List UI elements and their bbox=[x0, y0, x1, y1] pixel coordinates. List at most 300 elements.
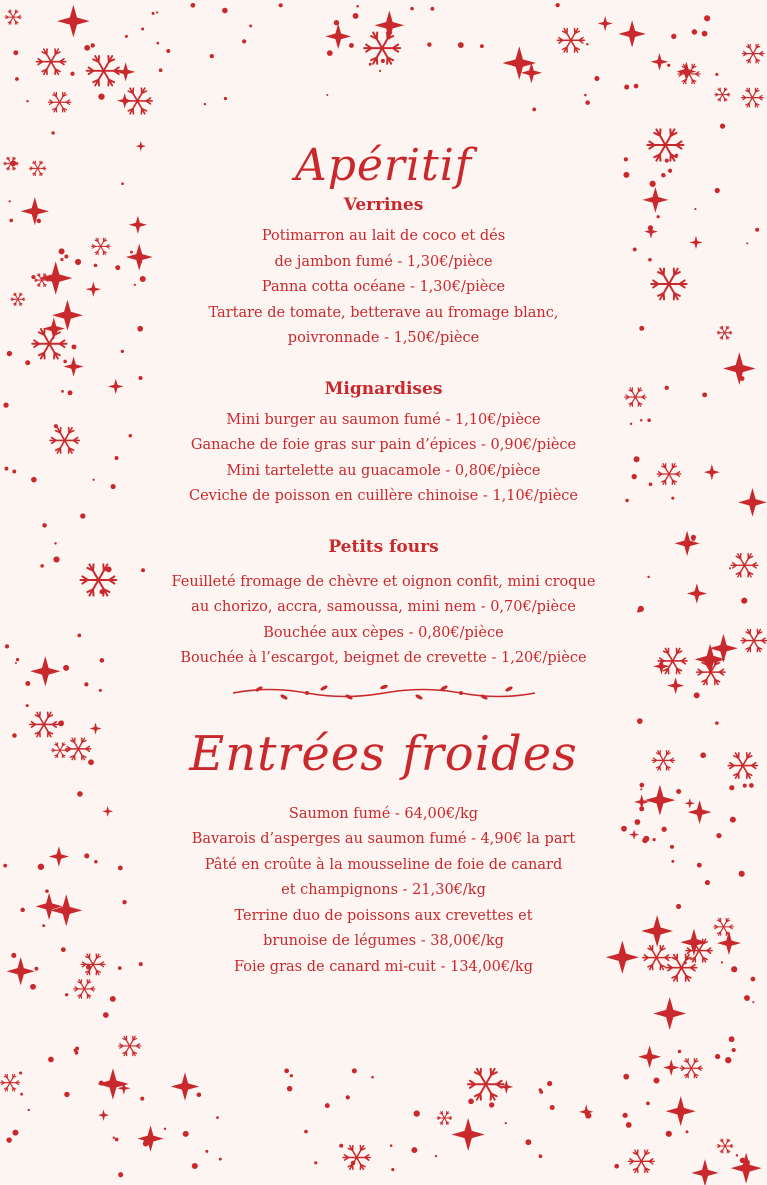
snowflake-icon bbox=[651, 269, 686, 300]
snowflake-icon bbox=[37, 49, 66, 74]
dot-icon bbox=[90, 43, 94, 47]
dot-icon bbox=[715, 1054, 720, 1059]
dot-icon bbox=[671, 497, 674, 500]
dot-icon bbox=[671, 34, 676, 39]
dot-icon bbox=[166, 49, 170, 53]
snowflake-icon bbox=[123, 88, 153, 114]
dot-icon bbox=[204, 103, 206, 105]
star-icon bbox=[618, 20, 645, 47]
snowflake-icon bbox=[647, 129, 683, 160]
dot-icon bbox=[585, 100, 590, 105]
dot-icon bbox=[51, 131, 54, 134]
dot-icon bbox=[54, 424, 58, 428]
dot-icon bbox=[139, 376, 143, 380]
dot-icon bbox=[702, 392, 707, 397]
dot-icon bbox=[183, 1131, 189, 1137]
dot-icon bbox=[42, 523, 47, 528]
dot-icon bbox=[84, 853, 89, 858]
dot-icon bbox=[621, 826, 627, 832]
dot-icon bbox=[739, 871, 745, 877]
star-icon bbox=[57, 5, 90, 38]
snowflake-icon bbox=[48, 93, 70, 112]
dot-icon bbox=[539, 1088, 542, 1091]
dot-icon bbox=[130, 251, 133, 254]
dot-icon bbox=[140, 1097, 144, 1101]
snowflake-icon bbox=[652, 751, 674, 770]
dot-icon bbox=[9, 219, 13, 223]
star-icon bbox=[98, 1109, 109, 1120]
star-icon bbox=[629, 830, 639, 840]
dot-icon bbox=[20, 1093, 23, 1096]
dot-icon bbox=[505, 1122, 507, 1124]
snowflake-icon bbox=[717, 1139, 733, 1153]
dot-icon bbox=[676, 904, 681, 909]
dot-icon bbox=[744, 1160, 750, 1166]
snowflake-icon bbox=[51, 743, 68, 758]
dot-icon bbox=[40, 564, 44, 568]
menu-item: Tartare de tomate, betterave au fromage blanc, bbox=[208, 304, 559, 321]
dot-icon bbox=[53, 556, 59, 562]
dot-icon bbox=[121, 350, 124, 353]
dot-icon bbox=[118, 966, 122, 970]
star-icon bbox=[452, 1118, 485, 1151]
star-icon bbox=[108, 379, 123, 394]
snowflake-icon bbox=[30, 712, 58, 736]
dot-icon bbox=[59, 248, 65, 254]
dot-icon bbox=[3, 864, 7, 868]
dot-icon bbox=[111, 484, 116, 489]
dot-icon bbox=[661, 173, 666, 178]
menu-item: Bouchée aux cèpes - 0,80€/pièce bbox=[263, 624, 504, 641]
snowflake-icon bbox=[1, 1074, 20, 1091]
dot-icon bbox=[584, 94, 587, 97]
dot-icon bbox=[63, 665, 69, 671]
dot-icon bbox=[532, 107, 536, 111]
dot-icon bbox=[84, 45, 90, 51]
snowflake-icon bbox=[343, 1146, 370, 1170]
dot-icon bbox=[736, 1154, 738, 1156]
dot-icon bbox=[325, 1103, 330, 1108]
dot-icon bbox=[624, 85, 629, 90]
dot-icon bbox=[15, 662, 17, 664]
dot-icon bbox=[3, 403, 8, 408]
star-icon bbox=[663, 1059, 680, 1076]
dot-icon bbox=[134, 284, 136, 286]
section-title: Mignardises bbox=[324, 378, 443, 399]
dot-icon bbox=[242, 39, 246, 43]
star-icon bbox=[102, 806, 113, 817]
snowflake-icon bbox=[81, 954, 105, 975]
dot-icon bbox=[156, 42, 159, 45]
dot-icon bbox=[15, 77, 19, 81]
dot-icon bbox=[72, 344, 77, 349]
star-icon bbox=[30, 656, 60, 686]
dot-icon bbox=[122, 900, 126, 904]
star-icon bbox=[50, 894, 82, 926]
dot-icon bbox=[346, 1095, 350, 1099]
dot-icon bbox=[414, 1110, 420, 1116]
snowflake-icon bbox=[87, 56, 121, 86]
dot-icon bbox=[327, 50, 333, 56]
dot-icon bbox=[740, 376, 745, 381]
dot-icon bbox=[156, 11, 158, 13]
menu-item: Feuilleté fromage de chèvre et oignon confit, mini croque bbox=[171, 573, 596, 590]
menu-card bbox=[150, 120, 617, 980]
dot-icon bbox=[5, 467, 9, 471]
dot-icon bbox=[647, 419, 651, 423]
menu-item: Pâté en croûte à la mousseline de foie de canard bbox=[204, 856, 563, 873]
dot-icon bbox=[435, 1155, 437, 1157]
dot-icon bbox=[556, 3, 560, 7]
dot-icon bbox=[353, 13, 359, 19]
dot-icon bbox=[5, 644, 9, 648]
dot-icon bbox=[639, 783, 644, 788]
dot-icon bbox=[115, 265, 120, 270]
snowflake-icon bbox=[629, 1150, 655, 1172]
menu-item: et champignons - 21,30€/kg bbox=[281, 882, 486, 898]
dot-icon bbox=[730, 817, 736, 823]
dot-icon bbox=[666, 1131, 672, 1137]
star-icon bbox=[704, 464, 720, 480]
dot-icon bbox=[371, 1076, 374, 1079]
dot-icon bbox=[632, 474, 637, 479]
dot-icon bbox=[635, 819, 641, 825]
menu-item: Mini tartelette au guacamole - 0,80€/pièce bbox=[226, 462, 541, 479]
snowflake-icon bbox=[66, 738, 91, 760]
dot-icon bbox=[702, 31, 708, 37]
dot-icon bbox=[31, 477, 37, 483]
menu-item: brunoise de légumes - 38,00€/kg bbox=[263, 933, 504, 949]
dot-icon bbox=[326, 94, 328, 96]
dot-icon bbox=[468, 1099, 474, 1105]
star-icon bbox=[666, 1096, 696, 1126]
dot-icon bbox=[249, 24, 252, 27]
dot-icon bbox=[743, 784, 747, 788]
dot-icon bbox=[88, 759, 94, 765]
dot-icon bbox=[622, 1113, 627, 1118]
dot-icon bbox=[670, 845, 674, 849]
star-icon bbox=[86, 282, 101, 297]
dot-icon bbox=[721, 961, 723, 963]
dot-icon bbox=[224, 97, 227, 100]
dot-icon bbox=[390, 1144, 393, 1147]
star-icon bbox=[641, 915, 673, 947]
dot-icon bbox=[623, 172, 629, 178]
dot-icon bbox=[93, 479, 95, 481]
menu-item: Ganache de foie gras sur pain d’épices - 0,90€/pièce bbox=[190, 437, 577, 453]
dot-icon bbox=[624, 157, 628, 161]
menu-item: Foie gras de canard mi-cuit - 134,00€/kg bbox=[233, 958, 534, 975]
section-title: Verrines bbox=[343, 195, 424, 215]
dot-icon bbox=[115, 1138, 119, 1142]
dot-icon bbox=[634, 84, 639, 89]
dot-icon bbox=[729, 1036, 735, 1042]
dot-icon bbox=[77, 634, 81, 638]
dot-icon bbox=[25, 360, 30, 365]
dot-icon bbox=[547, 1081, 552, 1086]
dot-icon bbox=[675, 154, 678, 157]
menu-item: Potimarron au lait de coco et dés bbox=[261, 228, 506, 244]
dot-icon bbox=[11, 953, 16, 958]
dot-icon bbox=[26, 100, 28, 102]
section-petits-fours bbox=[150, 536, 617, 672]
dot-icon bbox=[63, 360, 67, 364]
dot-icon bbox=[16, 658, 19, 661]
dot-icon bbox=[430, 7, 434, 11]
dot-icon bbox=[99, 689, 102, 692]
star-icon bbox=[653, 997, 686, 1030]
snowflake-icon bbox=[91, 238, 110, 254]
dot-icon bbox=[678, 1050, 681, 1053]
star-icon bbox=[691, 1159, 718, 1185]
dot-icon bbox=[334, 20, 339, 25]
snowflake-icon bbox=[557, 29, 584, 52]
star-icon bbox=[52, 300, 83, 331]
snowflake-icon bbox=[119, 1036, 141, 1055]
dot-icon bbox=[99, 589, 104, 594]
dot-icon bbox=[705, 880, 710, 885]
dot-icon bbox=[720, 124, 725, 129]
star-icon bbox=[675, 531, 700, 556]
dot-icon bbox=[77, 791, 83, 797]
dot-icon bbox=[751, 977, 756, 982]
dot-icon bbox=[210, 54, 214, 58]
dot-icon bbox=[639, 326, 644, 331]
dot-icon bbox=[746, 242, 748, 244]
star-icon bbox=[684, 798, 695, 809]
star-icon bbox=[638, 1045, 661, 1068]
dot-icon bbox=[755, 228, 759, 232]
dot-icon bbox=[10, 160, 16, 166]
dot-icon bbox=[26, 704, 29, 707]
dot-icon bbox=[42, 924, 45, 927]
star-icon bbox=[64, 356, 84, 376]
dot-icon bbox=[700, 752, 706, 758]
dot-icon bbox=[411, 1147, 417, 1153]
snowflake-icon bbox=[32, 329, 66, 359]
dot-icon bbox=[19, 1071, 22, 1074]
dot-icon bbox=[715, 188, 720, 193]
dot-icon bbox=[339, 1144, 343, 1148]
dot-icon bbox=[626, 1122, 632, 1128]
dot-icon bbox=[12, 1130, 18, 1136]
dot-icon bbox=[667, 64, 670, 67]
snowflake-icon bbox=[678, 64, 700, 83]
dot-icon bbox=[205, 1150, 208, 1153]
dot-icon bbox=[640, 788, 642, 790]
snowflake-icon bbox=[437, 1112, 452, 1125]
dot-icon bbox=[140, 261, 143, 264]
star-icon bbox=[49, 846, 69, 866]
menu-item: Bouchée à l’escargot, beignet de crevette - 1,20€/pièce bbox=[180, 650, 587, 666]
dot-icon bbox=[110, 996, 116, 1002]
dot-icon bbox=[65, 993, 68, 996]
dot-icon bbox=[48, 1057, 54, 1063]
dot-icon bbox=[84, 682, 88, 686]
dot-icon bbox=[54, 542, 56, 544]
star-icon bbox=[598, 16, 613, 31]
dot-icon bbox=[715, 721, 719, 725]
star-icon bbox=[325, 23, 351, 49]
dot-icon bbox=[68, 390, 73, 395]
dot-icon bbox=[637, 718, 643, 724]
dot-icon bbox=[61, 390, 64, 393]
dot-icon bbox=[58, 720, 64, 726]
dot-icon bbox=[657, 215, 660, 218]
dot-icon bbox=[164, 1128, 166, 1130]
dot-icon bbox=[744, 996, 747, 999]
dot-icon bbox=[137, 326, 143, 332]
dot-icon bbox=[98, 93, 104, 99]
star-icon bbox=[645, 785, 676, 816]
star-icon bbox=[723, 352, 756, 385]
dot-icon bbox=[219, 1158, 222, 1161]
snowflake-icon bbox=[741, 630, 766, 652]
dot-icon bbox=[352, 1068, 357, 1073]
snowflake-icon bbox=[715, 88, 730, 101]
dot-icon bbox=[118, 866, 123, 871]
menu-item: de jambon fumé - 1,30€/pièce bbox=[274, 253, 493, 270]
dot-icon bbox=[715, 73, 718, 76]
dot-icon bbox=[639, 806, 644, 811]
snowflake-icon bbox=[643, 946, 670, 970]
dot-icon bbox=[139, 962, 143, 966]
dot-icon bbox=[642, 838, 648, 844]
dot-icon bbox=[115, 456, 119, 460]
dot-icon bbox=[648, 258, 652, 262]
dot-icon bbox=[741, 598, 747, 604]
dot-icon bbox=[646, 1101, 650, 1105]
menu-item: poivronnade - 1,50€/pièce bbox=[287, 330, 480, 346]
menu-item: Ceviche de poisson en cuillère chinoise - 1,10€/pièce bbox=[189, 488, 578, 504]
dot-icon bbox=[489, 1102, 494, 1107]
dot-icon bbox=[159, 68, 163, 72]
dot-icon bbox=[38, 864, 44, 870]
dot-icon bbox=[683, 961, 686, 964]
star-icon bbox=[667, 677, 684, 694]
dot-icon bbox=[480, 44, 484, 48]
dot-icon bbox=[586, 1113, 592, 1119]
dot-icon bbox=[144, 1137, 148, 1141]
dot-icon bbox=[64, 1092, 69, 1097]
snowflake-icon bbox=[742, 88, 764, 107]
snowflake-icon bbox=[742, 44, 763, 63]
star-icon bbox=[643, 187, 669, 213]
dot-icon bbox=[35, 967, 39, 971]
dot-icon bbox=[8, 200, 10, 202]
dot-icon bbox=[94, 860, 97, 863]
dot-icon bbox=[30, 984, 36, 990]
dot-icon bbox=[75, 259, 81, 265]
dot-icon bbox=[99, 1081, 104, 1086]
dot-icon bbox=[94, 264, 98, 268]
snowflake-icon bbox=[50, 428, 79, 453]
dot-icon bbox=[118, 1172, 123, 1177]
dot-icon bbox=[729, 567, 731, 569]
snowflake-icon bbox=[468, 1069, 504, 1100]
dot-icon bbox=[64, 255, 68, 259]
menu-item: Saumon fumé - 64,00€/kg bbox=[288, 805, 479, 822]
dot-icon bbox=[279, 3, 283, 7]
star-icon bbox=[129, 216, 147, 234]
dot-icon bbox=[37, 219, 41, 223]
vine-divider bbox=[229, 682, 539, 702]
dot-icon bbox=[125, 35, 128, 38]
star-icon bbox=[89, 722, 101, 734]
dot-icon bbox=[725, 1057, 731, 1063]
entrees-item-list bbox=[150, 802, 617, 981]
dot-icon bbox=[704, 15, 710, 21]
dot-icon bbox=[143, 1141, 149, 1147]
dot-icon bbox=[216, 1116, 219, 1119]
star-icon bbox=[738, 488, 767, 517]
dot-icon bbox=[752, 1001, 754, 1003]
dot-icon bbox=[630, 423, 632, 425]
dot-icon bbox=[623, 1074, 629, 1080]
star-icon bbox=[651, 53, 669, 71]
star-icon bbox=[731, 1153, 762, 1184]
dot-icon bbox=[356, 5, 359, 8]
dot-icon bbox=[662, 827, 667, 832]
dot-icon bbox=[716, 833, 721, 838]
dot-icon bbox=[694, 692, 700, 698]
snowflake-icon bbox=[625, 388, 646, 406]
dot-icon bbox=[668, 169, 672, 173]
star-icon bbox=[6, 957, 34, 985]
dot-icon bbox=[74, 1049, 77, 1052]
dot-icon bbox=[665, 159, 669, 163]
dot-icon bbox=[381, 59, 385, 63]
dot-icon bbox=[458, 42, 464, 48]
star-icon bbox=[680, 929, 707, 956]
dot-icon bbox=[634, 456, 640, 462]
snowflake-icon bbox=[35, 274, 50, 287]
star-icon bbox=[137, 1125, 163, 1151]
star-icon bbox=[21, 197, 49, 225]
dot-icon bbox=[694, 208, 696, 210]
dot-icon bbox=[129, 434, 132, 437]
dot-icon bbox=[653, 1077, 659, 1083]
dot-icon bbox=[31, 275, 35, 279]
star-icon bbox=[126, 244, 153, 271]
snowflake-icon bbox=[680, 1059, 702, 1078]
dot-icon bbox=[649, 483, 653, 487]
star-icon bbox=[136, 141, 146, 151]
dot-icon bbox=[80, 513, 85, 518]
dot-icon bbox=[222, 8, 228, 14]
dot-icon bbox=[45, 889, 49, 893]
dot-icon bbox=[70, 72, 74, 76]
dot-icon bbox=[391, 1168, 394, 1171]
dot-icon bbox=[749, 783, 754, 788]
menu-item: Bavarois d’asperges au saumon fumé - 4,90€ la part bbox=[191, 831, 576, 847]
dot-icon bbox=[676, 789, 681, 794]
menu-item: Panna cotta océane - 1,30€/pièce bbox=[261, 279, 506, 295]
dot-icon bbox=[191, 3, 196, 8]
snowflake-icon bbox=[657, 464, 681, 485]
dot-icon bbox=[192, 1163, 198, 1169]
entrees-title: Entrées froides bbox=[189, 725, 578, 782]
dot-icon bbox=[525, 1139, 531, 1145]
dot-icon bbox=[586, 43, 588, 45]
dot-icon bbox=[100, 658, 105, 663]
star-icon bbox=[689, 236, 702, 249]
dot-icon bbox=[614, 1164, 619, 1169]
dot-icon bbox=[427, 42, 431, 46]
dot-icon bbox=[12, 733, 17, 738]
dot-icon bbox=[410, 7, 414, 11]
dot-icon bbox=[121, 182, 124, 185]
